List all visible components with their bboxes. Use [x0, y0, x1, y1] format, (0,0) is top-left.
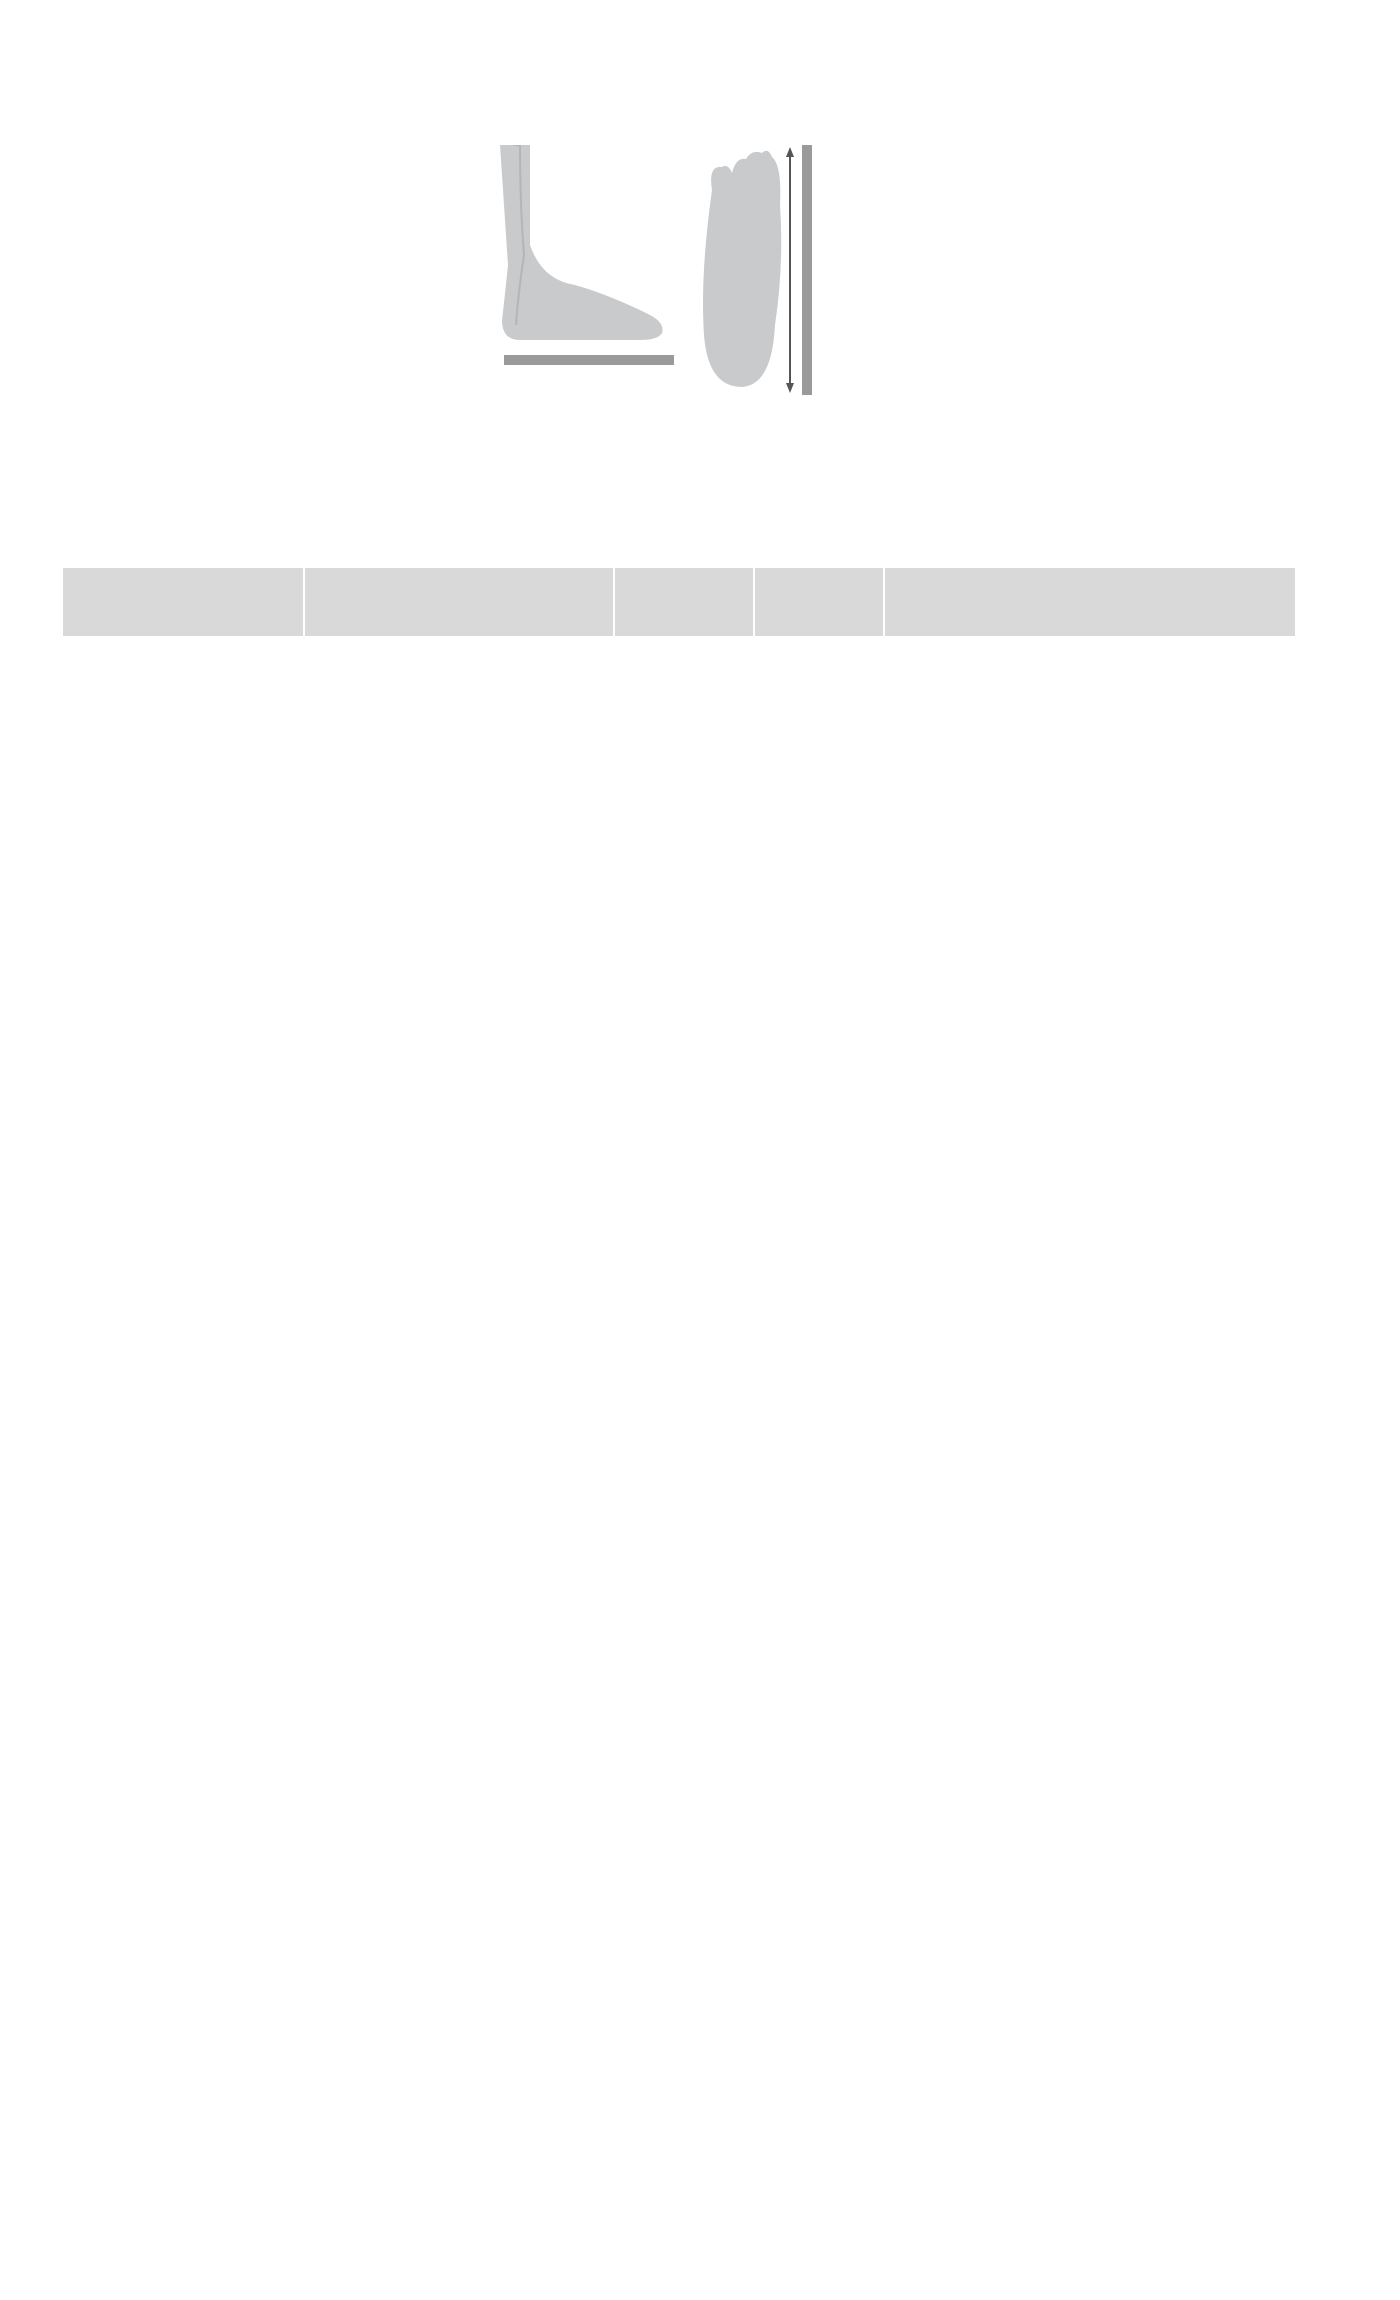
header-eu — [614, 568, 754, 636]
foot-top-view-icon — [703, 145, 812, 395]
header-uk — [754, 568, 884, 636]
header-us-men — [63, 568, 304, 636]
header-foot-length — [884, 568, 1295, 636]
foot-measurement-illustration — [490, 145, 940, 395]
size-chart-table — [63, 568, 1295, 636]
foot-side-view-icon — [500, 145, 674, 365]
header-us-women — [304, 568, 614, 636]
table-header-row — [63, 568, 1295, 636]
